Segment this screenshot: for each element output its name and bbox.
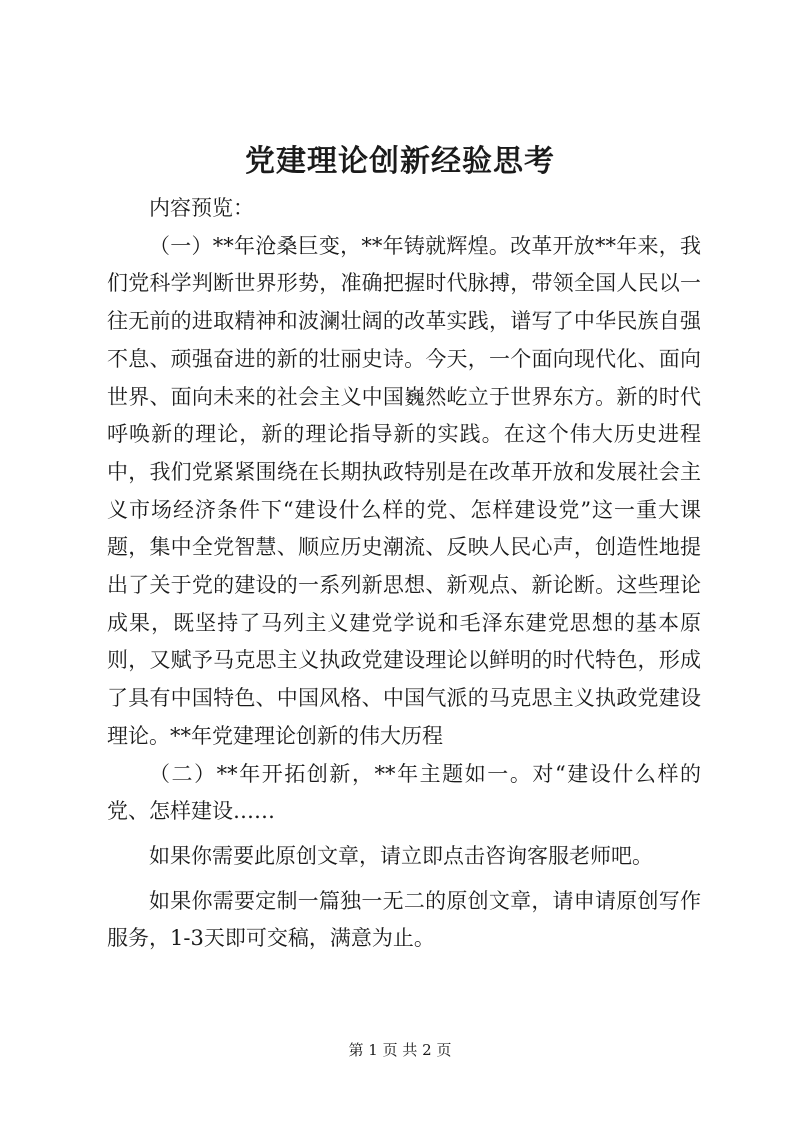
document-title: 党建理论创新经验思考 <box>245 144 555 179</box>
paragraph-section-two: （二）**年开拓创新，**年主题如一。对“建设什么样的党、怎样建设…… <box>107 761 701 824</box>
paragraph-section-one: （一）**年沧桑巨变，**年铸就辉煌。改革开放**年来，我们党科学判断世界形势，准确把握时代脉搏，带领全国人民以一往无前的进取精神和波澜壮阔的改革实践，谱写了中华民族自强不息、顽强奋进的新的壮丽史诗。今天，一个面向现代化、面向世界、面向未来的社会主义中国巍然屹立于世界东方。新的时代呼唤新的理论，新的理论指导新的实践。在这个伟大历史进程中，我们党紧紧围绕在长期执政特别是在改革开放和发展社会主义市场经济条件下“建设什么样的党、怎样建设党”这一重大课题，集中全党智慧、顺应历史潮流、反映人民心声，创造性地提出了关于党的建设的一系列新思想、新观点、新论断。这些理论成果，既坚持了马列主义建党学说和毛泽东建党思想的基本原则，又赋予马克思主义执政党建设理论以鲜明的时代特色，形成了具有中国特色、中国风格、中国气派的马克思主义执政党建设理论。**年党建理论创新的伟大历程 <box>107 233 701 748</box>
preview-label: 内容预览： <box>149 196 254 220</box>
paragraph-contact-service: 如果你需要此原创文章，请立即点击咨询客服老师吧。 <box>149 843 653 868</box>
page-footer: 第 1 页 共 2 页 <box>348 1041 452 1059</box>
paragraph-custom-writing: 如果你需要定制一篇独一无二的原创文章，请申请原创写作服务，1-3天即可交稿，满意为止。 <box>107 888 701 951</box>
document-body <box>107 190 701 958</box>
